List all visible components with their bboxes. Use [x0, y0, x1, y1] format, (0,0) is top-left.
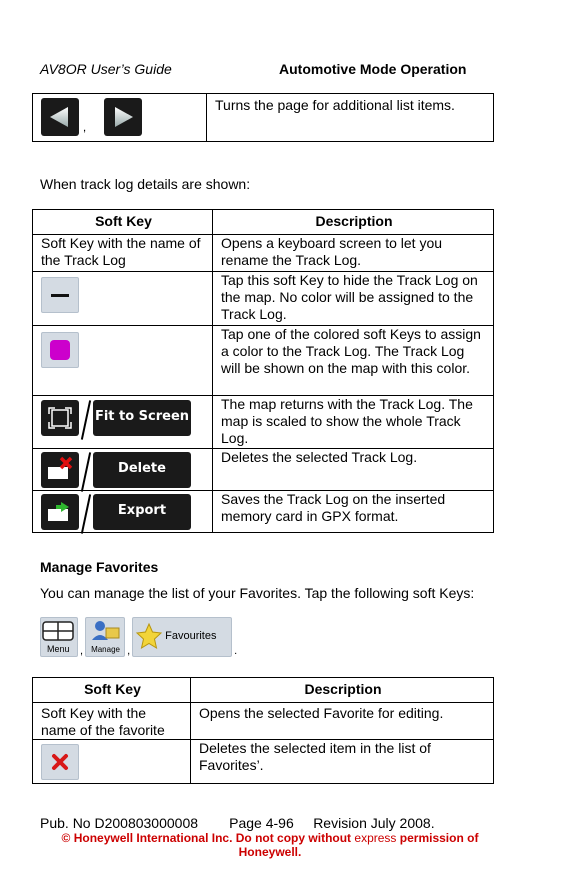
hide-track-button[interactable] — [41, 277, 79, 313]
fit-to-screen-icon[interactable] — [41, 400, 79, 436]
delete-button[interactable]: Delete — [93, 452, 191, 488]
manage-favorites-title: Manage Favorites — [40, 559, 159, 575]
track-row-desc: Tap one of the colored soft Keys to assign a color to the Track Log. The Track Log will be shown on the map with this color. — [213, 326, 494, 396]
header-guide-title: AV8OR User’s Guide — [40, 61, 172, 77]
col-header-description: Description — [191, 678, 494, 703]
track-log-intro: When track log details are shown: — [40, 176, 251, 192]
arrow-keys-cell — [33, 94, 207, 142]
track-row-desc: Saves the Track Log on the inserted memory card in GPX format. — [213, 491, 494, 533]
footer-pub-info: Pub. No D200803000008 Page 4-96 Revision July 2008. — [40, 815, 435, 831]
menu-grid-icon — [41, 619, 77, 643]
key-separator: , — [127, 645, 131, 657]
copyright-part: © Honeywell International Inc. Do not copy without — [61, 831, 352, 845]
col-header-description: Description — [213, 210, 494, 235]
fav-row-desc: Opens the selected Favorite for editing. — [191, 703, 494, 740]
arrow-separator: , — [82, 120, 87, 134]
minus-icon — [51, 294, 69, 297]
delete-favorite-button[interactable] — [41, 744, 79, 780]
delete-track-icon[interactable] — [41, 452, 79, 488]
fav-row-key: Soft Key with the name of the favorite — [33, 703, 191, 740]
copyright-part: permission of Honeywell — [238, 831, 479, 859]
favourites-button[interactable] — [132, 617, 232, 657]
color-swatch-icon — [50, 340, 70, 360]
export-track-icon[interactable] — [41, 494, 79, 530]
color-track-button[interactable] — [41, 332, 79, 368]
manage-label: Manage — [91, 645, 120, 654]
track-row-desc: Deletes the selected Track Log. — [213, 449, 494, 491]
track-row-desc: Tap this soft Key to hide the Track Log on the map. No color will be assigned to the Track Log. — [213, 272, 494, 326]
favourites-label: Favourites — [165, 630, 217, 642]
track-row-desc: The map returns with the Track Log. The map is scaled to show the whole Track Log. — [213, 396, 494, 449]
export-button[interactable]: Export — [93, 494, 191, 530]
menu-button[interactable] — [40, 617, 78, 657]
red-x-icon — [42, 745, 78, 779]
hide-key-cell — [33, 272, 213, 326]
favorites-keys-row — [40, 617, 237, 659]
col-header-soft-key: Soft Key — [33, 678, 191, 703]
fit-to-screen-button[interactable]: Fit to Screen — [93, 400, 191, 436]
arrow-right-icon[interactable] — [104, 98, 142, 136]
arrow-left-icon[interactable] — [41, 98, 79, 136]
key-separator: , — [80, 645, 84, 657]
slash-separator — [79, 494, 93, 532]
copyright-part: express — [354, 831, 397, 845]
key-end-period: . — [234, 645, 238, 657]
slash-separator — [79, 400, 93, 438]
col-header-soft-key: Soft Key — [33, 210, 213, 235]
slash-separator — [79, 452, 93, 490]
copyright-part: . — [298, 845, 302, 859]
header-section-title: Automotive Mode Operation — [279, 61, 467, 77]
manage-button[interactable] — [85, 617, 125, 657]
color-key-cell — [33, 326, 213, 396]
track-row-key: Soft Key with the name of the Track Log — [33, 235, 213, 272]
favorites-table — [32, 677, 494, 784]
menu-label: Menu — [47, 644, 70, 654]
track-row-desc: Opens a keyboard screen to let you rename the Track Log. — [213, 235, 494, 272]
fit-key-cell — [33, 396, 213, 449]
footer-copyright — [40, 831, 500, 859]
star-icon — [135, 622, 163, 652]
track-log-table — [32, 209, 494, 533]
favorites-intro: You can manage the list of your Favorites. Tap the following soft Keys: — [40, 585, 475, 601]
delete-key-cell — [33, 449, 213, 491]
page-arrows-table — [32, 93, 494, 142]
fav-row-desc: Deletes the selected item in the list of Favorites’. — [191, 740, 494, 784]
fav-delete-key-cell — [33, 740, 191, 784]
manage-user-icon — [86, 618, 124, 644]
export-key-cell — [33, 491, 213, 533]
arrow-desc: Turns the page for additional list items. — [207, 94, 494, 142]
